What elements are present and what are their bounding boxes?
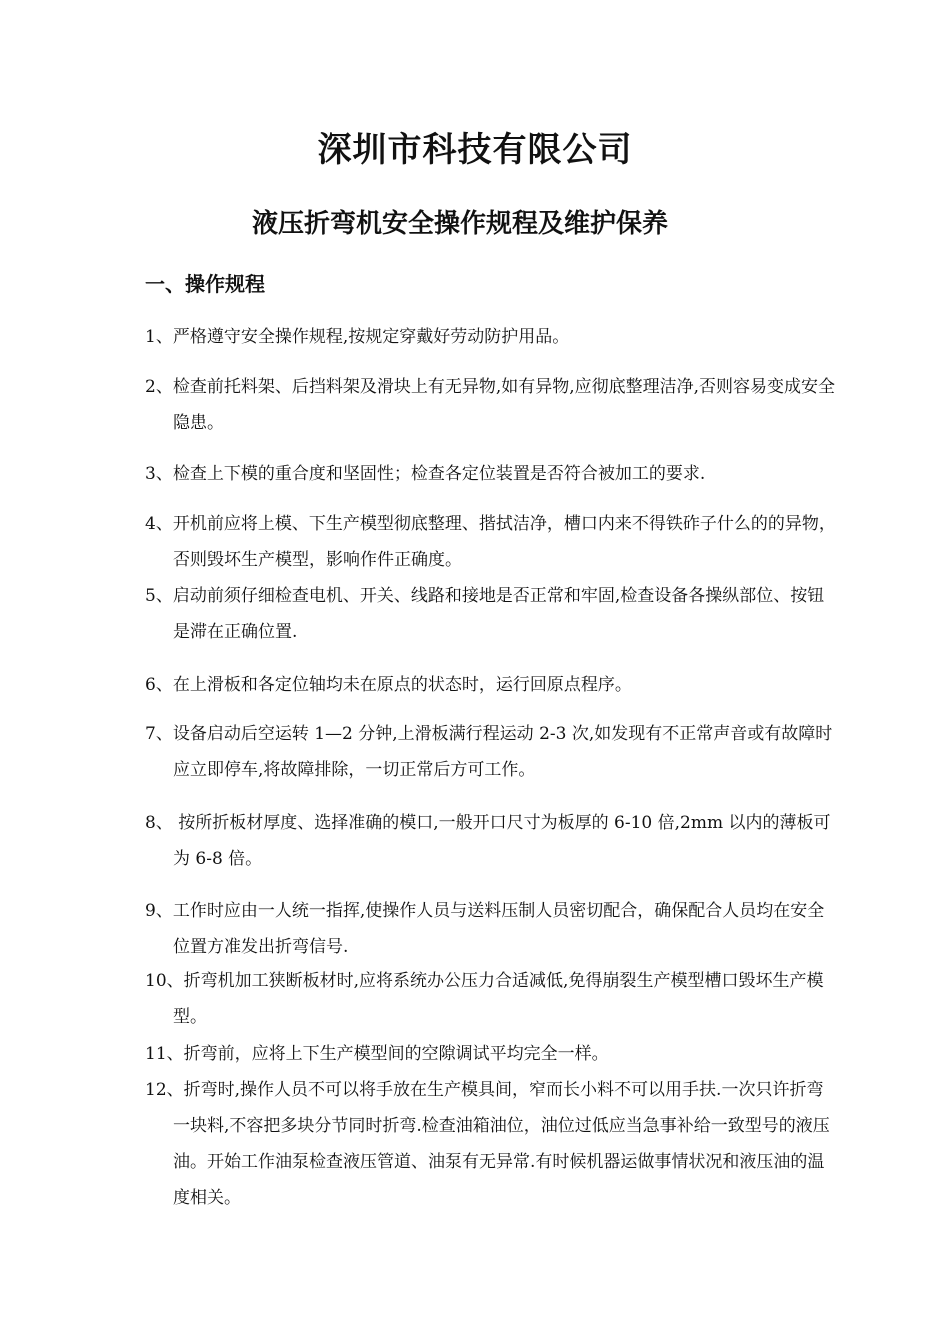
rule-number: 1、 xyxy=(145,327,173,347)
rule-text: 启动前须仔细检查电机、开关、线路和接地是否正常和牢固,检查设备各操纵部位、按钮是滞在正确位置. xyxy=(172,586,825,642)
rule-number: 4、 xyxy=(145,514,173,534)
rule-number: 10、 xyxy=(145,971,184,991)
rule-number: 3、 xyxy=(145,464,173,484)
rule-text: 折弯时,操作人员不可以将手放在生产模具间，窄而长小料不可以用手扶.一次只许折弯一块料,不容把多块分节同时折弯.检查油箱油位，油位过低应当急事补给一致型号的液压油。开始工作油泵检查液压管道、油泵有无异常.有时候机器运做事情状况和液压油的温度相关。 xyxy=(173,1080,830,1208)
rule-text: 检查上下模的重合度和坚固性；检查各定位装置是否符合被加工的要求. xyxy=(172,464,706,484)
rule-text: 检查前托料架、后挡料架及滑块上有无异物,如有异物,应彻底整理洁净,否则容易变成安全隐患。 xyxy=(172,377,836,433)
rule-number: 8、 xyxy=(145,813,179,833)
rule-item xyxy=(145,319,815,355)
rule-number: 12、 xyxy=(145,1080,184,1100)
rule-item xyxy=(145,716,837,788)
rule-text: 在上滑板和各定位轴均未在原点的状态时，运行回原点程序。 xyxy=(172,675,632,695)
rule-text: 开机前应将上模、下生产模型彻底整理、揩拭洁净，槽口内来不得铁砟子什么的的异物，否则毁坏生产模型，影响作件正确度。 xyxy=(172,514,836,570)
rule-text: 按所折板材厚度、选择准确的模口,一般开口尺寸为板厚的 6-10 倍,2mm 以内的薄板可为 6-8 倍。 xyxy=(173,813,831,869)
rule-item xyxy=(145,578,837,650)
rule-item xyxy=(145,1072,837,1216)
section-heading: 一、操作规程 xyxy=(145,272,265,296)
rule-item xyxy=(145,369,837,441)
rule-item xyxy=(145,506,837,578)
rule-item xyxy=(145,893,837,965)
rule-number: 7、 xyxy=(145,724,173,744)
rule-text: 工作时应由一人统一指挥,使操作人员与送料压制人员密切配合，确保配合人员均在安全位置方准发出折弯信号. xyxy=(172,901,825,957)
rule-text: 严格遵守安全操作规程,按规定穿戴好劳动防护用品。 xyxy=(172,327,570,347)
rule-number: 6、 xyxy=(145,675,173,695)
rule-text: 折弯前，应将上下生产模型间的空隙调试平均完全一样。 xyxy=(183,1044,609,1064)
rule-number: 5、 xyxy=(145,586,173,606)
rule-text: 设备启动后空运转 1—2 分钟,上滑板满行程运动 2-3 次,如发现有不正常声音或有故障时应立即停车,将故障排除，一切正常后方可工作。 xyxy=(172,724,833,780)
company-title: 深圳市科技有限公司 xyxy=(317,130,633,170)
rule-item xyxy=(145,963,837,1035)
document-title: 液压折弯机安全操作规程及维护保养 xyxy=(251,209,668,239)
rule-number: 9、 xyxy=(145,901,173,921)
rule-item xyxy=(145,1036,815,1072)
rule-item xyxy=(145,667,815,703)
rule-item xyxy=(145,456,815,492)
rule-item xyxy=(145,805,837,877)
rule-number: 2、 xyxy=(145,377,173,397)
rule-number: 11、 xyxy=(145,1044,184,1064)
rule-text: 折弯机加工狭断板材时,应将系统办公压力合适减低,免得崩裂生产模型槽口毁坏生产模型。 xyxy=(173,971,824,1027)
